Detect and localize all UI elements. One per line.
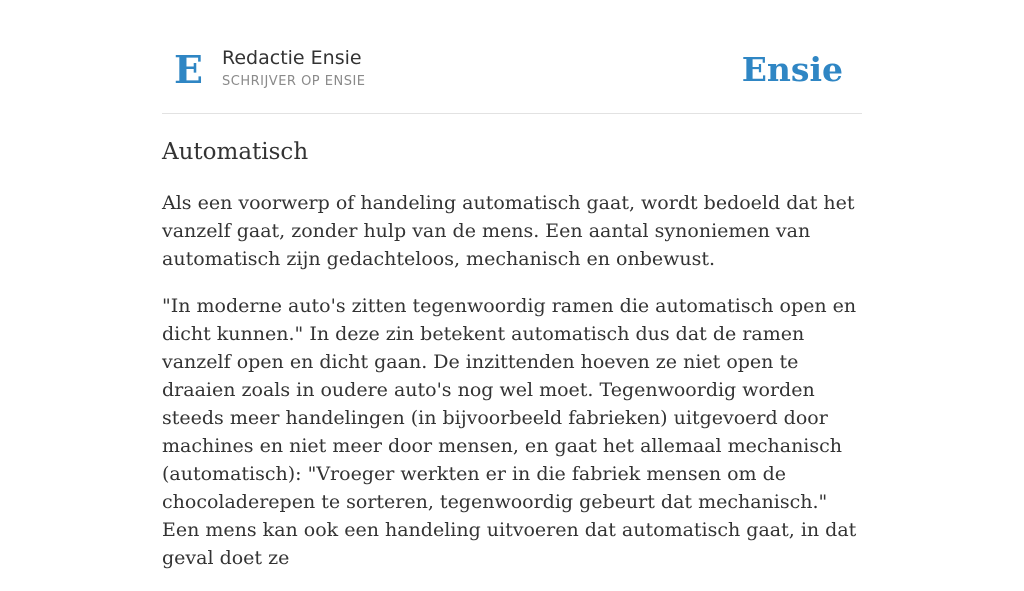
article-paragraph: "In moderne auto's zitten tegenwoordig ramen die automatisch open en dicht kunnen." In deze zin betekent automatisch dus dat de ramen vanzelf open en dicht gaan. De inzittenden hoeven ze niet open te draaien zoals in oudere auto's nog wel moet. Tegenwoordig worden steeds meer handelingen (in bijvoorbeeld fabrieken) uitgevoerd door machines en niet meer door mensen, en gaat het allemaal mechanisch (automatisch): "Vroeger werkten er in die fabriek mensen om de chocoladerepen te sorteren, tegenwoordig gebeurt dat mechanisch." Een mens kan ook een handeling uitvoeren dat automatisch gaat, in dat geval doet ze <box>162 295 857 569</box>
author-avatar-logo[interactable]: E <box>174 47 203 92</box>
article-title: Automatisch <box>162 139 309 165</box>
author-name[interactable]: Redactie Ensie <box>222 47 362 69</box>
article-paragraph: Als een voorwerp of handeling automatisch gaat, wordt bedoeld dat het vanzelf gaat, zonder hulp van de mens. Een aantal synoniemen van automatisch zijn gedachteloos, mechanisch en onbewust. <box>162 192 855 270</box>
ensie-brand-logo[interactable]: Ensie <box>741 50 843 89</box>
author-role: SCHRIJVER OP ENSIE <box>222 74 366 89</box>
article-body <box>162 189 867 591</box>
author-header <box>162 0 862 114</box>
article-page <box>162 0 862 569</box>
